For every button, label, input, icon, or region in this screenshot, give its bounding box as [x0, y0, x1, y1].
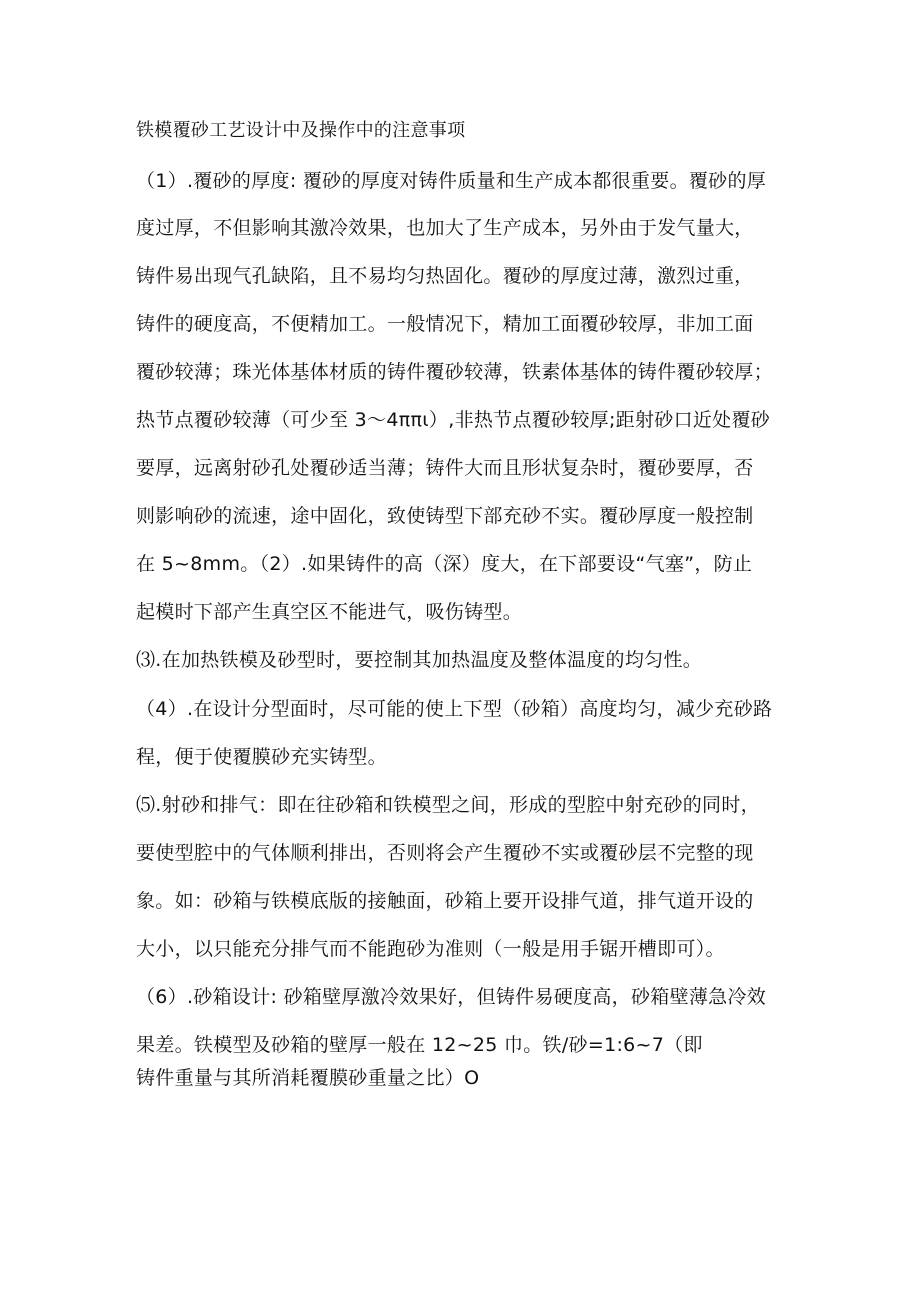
text-line: 起模时下部产生真空区不能进气，吸伤铸型。	[136, 601, 523, 623]
text-line: ⑸.射砂和排气：即在往砂箱和铁模型之间，形成的型腔中射充砂的同时，	[136, 794, 760, 816]
text-line: 要使型腔中的气体顺利排出，否则将会产生覆砂不实或覆砂层不完整的现	[136, 842, 754, 864]
text-line: 覆砂较薄；珠光体基体材质的铸件覆砂较薄，铁素体基体的铸件覆砂较厚；	[136, 361, 773, 383]
text-line: 要厚，远离射砂孔处覆砂适当薄；铸件大而且形状复杂时，覆砂要厚，否	[136, 457, 754, 479]
text-line: ⑶.在加热铁模及砂型时，要控制其加热温度及整体温度的均匀性。	[136, 649, 703, 671]
text-line: 大小，以只能充分排气而不能跑砂为准则（一般是用手锯开槽即可）。	[136, 938, 725, 960]
text-line: 果差。铁模型及砂箱的壁厚一般在 12~25 巾。铁/砂=1:6~7（即	[136, 1034, 703, 1056]
text-line: （1）.覆砂的厚度: 覆砂的厚度对铸件质量和生产成本都很重要。覆砂的厚	[136, 170, 767, 192]
text-line: （6）.砂箱设计: 砂箱壁厚激冷效果好，但铸件易硬度高，砂箱壁薄急冷效	[136, 986, 767, 1008]
text-line: 铸件的硬度高，不便精加工。一般情况下，精加工面覆砂较厚，非加工面	[136, 313, 754, 335]
text-line: 则影响砂的流速，途中固化，致使铸型下部充砂不实。覆砂厚度一般控制	[136, 505, 754, 527]
text-line: 象。如：砂箱与铁模底版的接触面，砂箱上要开设排气道，排气道开设的	[136, 890, 754, 912]
document-title: 铁模覆砂工艺设计中及操作中的注意事项	[136, 120, 466, 141]
text-line: 度过厚，不但影响其激冷效果，也加大了生产成本，另外由于发气量大，	[136, 217, 754, 239]
text-line: 铸件易出现气孔缺陷，且不易均匀热固化。覆砂的厚度过薄，激烈过重，	[136, 265, 754, 287]
text-line: 热节点覆砂较薄（可少至 3～4ππι）,非热节点覆砂较厚;距射砂口近处覆砂	[136, 409, 771, 431]
text-line: 程，便于使覆膜砂充实铸型。	[136, 746, 387, 768]
text-line: （4）.在设计分型面时，尽可能的使上下型（砂箱）高度均匀，减少充砂路	[136, 698, 773, 720]
text-line: 在 5~8mm。（2）.如果铸件的高（深）度大，在下部要设“气塞”，防止	[136, 553, 753, 575]
text-line: 铸件重量与其所消耗覆膜砂重量之比）O	[136, 1067, 480, 1089]
